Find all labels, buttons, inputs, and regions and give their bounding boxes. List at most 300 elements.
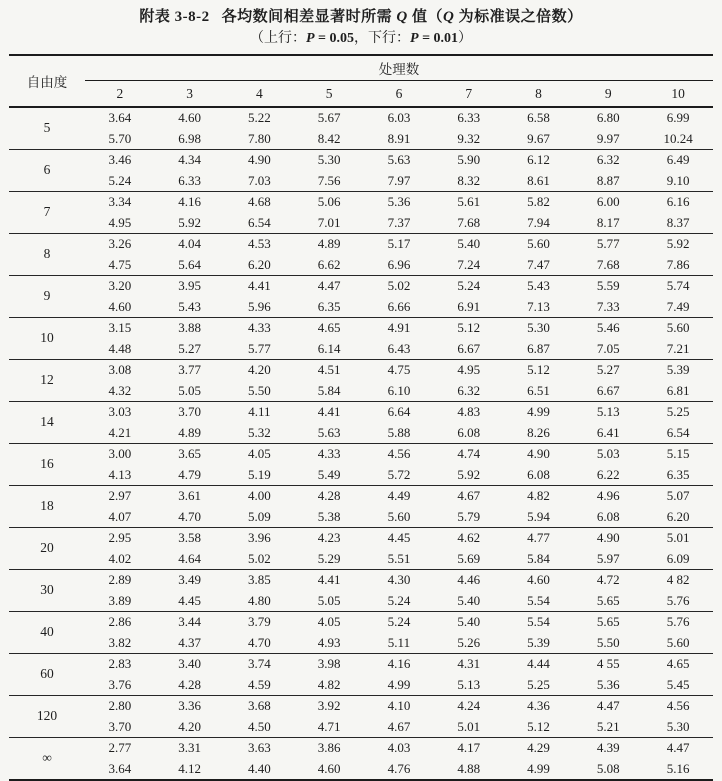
q-value-p01: 7.68: [596, 256, 620, 272]
row-p05: [9, 192, 713, 213]
q-value-p01: 5.84: [527, 550, 550, 566]
q-value-p05: 5.63: [387, 152, 411, 167]
q-value-p01: 6.91: [457, 298, 481, 314]
q-value-p05: 4.47: [596, 698, 620, 713]
q-value-p01: 5.24: [108, 172, 132, 188]
q-value-p05: 4.95: [457, 362, 481, 377]
q-value-p01: 4.93: [317, 634, 341, 650]
q-value-p01: 8.42: [317, 130, 341, 146]
q-value-p01: 9.67: [527, 130, 550, 146]
q-value-p01: 5.02: [248, 550, 271, 566]
q-value-p05: 4.00: [248, 488, 271, 503]
q-value-p05: 3.00: [108, 446, 132, 461]
column-numbers-row: [9, 81, 713, 108]
title-text-3: 为标准误之倍数）: [454, 9, 583, 25]
table-number-label: 附表 3-8-2: [139, 9, 210, 25]
row-p01: [9, 171, 713, 192]
row-p05: [9, 654, 713, 675]
q-value-p01: 5.01: [457, 718, 481, 734]
q-value-p01: 5.60: [387, 508, 411, 524]
q-value-p01: 5.39: [527, 634, 550, 650]
q-value-p01: 6.96: [387, 256, 411, 272]
q-value-p01: 5.64: [178, 256, 202, 272]
q-value-p05: 3.74: [248, 656, 271, 671]
q-value-p01: 8.32: [457, 172, 481, 188]
row-p01: [9, 423, 713, 444]
q-value-p05: 4.60: [527, 572, 550, 587]
row-p01: [9, 465, 713, 486]
q-value-p05: 4.45: [387, 530, 411, 545]
column-header: 2: [116, 85, 124, 101]
q-value-p05: 3.86: [317, 740, 341, 755]
q-value-p01: 5.49: [317, 466, 341, 482]
q-value-p01: 4.12: [178, 760, 202, 776]
row-p01: [9, 381, 713, 402]
q-value-p01: 5.19: [248, 466, 271, 482]
q-value-p01: 6.54: [666, 424, 690, 440]
q-value-p05: 5.36: [387, 194, 411, 209]
q-value-p01: 5.12: [527, 718, 550, 734]
q-value-p05: 3.95: [178, 278, 202, 293]
row-p01: [9, 213, 713, 234]
q-value-p05: 4.49: [387, 488, 411, 503]
q-value-p01: 6.67: [596, 382, 620, 398]
q-value-p05: 5.60: [527, 236, 550, 251]
q-value-p05: 5.17: [387, 236, 411, 251]
q-value-p05: 4.65: [666, 656, 690, 671]
row-p05: [9, 234, 713, 255]
row-p01: [9, 129, 713, 150]
q-value-p01: 7.37: [387, 214, 411, 230]
q-value-p01: 5.96: [248, 298, 271, 314]
q-value-p01: 4.88: [457, 760, 481, 776]
q-value-p05: 5.40: [457, 614, 481, 629]
q-value-p01: 4.71: [317, 718, 341, 734]
q-value-p05: 3.79: [248, 614, 271, 629]
q-value-p05: 5.46: [596, 320, 620, 335]
q-value-p01: 5.29: [317, 550, 341, 566]
q-value-p01: 6.08: [596, 508, 620, 524]
q-value-p05: 4.36: [527, 698, 550, 713]
q-value-p05: 6.16: [666, 194, 690, 209]
q-value-p05: 4.33: [317, 446, 341, 461]
q-value-p01: 7.33: [596, 298, 620, 314]
q-value-p05: 2.95: [108, 530, 132, 545]
q-value-p05: 4 55: [596, 656, 620, 671]
q-value-p01: 4.80: [248, 592, 271, 608]
q-value-p01: 5.40: [457, 592, 481, 608]
q-value-p01: 9.32: [457, 130, 481, 146]
q-value-p01: 7.21: [666, 340, 690, 356]
q-value-p05: 4.56: [666, 698, 690, 713]
q-value-p01: 6.35: [317, 298, 341, 314]
q-value-p01: 6.09: [666, 550, 690, 566]
q-value-p05: 3.20: [108, 278, 132, 293]
q-value-p05: 5.30: [317, 152, 341, 167]
row-p01: [9, 255, 713, 276]
q-value-p05: 3.68: [248, 698, 271, 713]
q-value-p01: 4.02: [108, 550, 132, 566]
df-value: 120: [36, 708, 58, 724]
q-value-p01: 6.20: [666, 508, 690, 524]
q-value-p01: 5.11: [387, 634, 411, 650]
q-value-p01: 7.49: [666, 298, 690, 314]
q-value-p01: 4.89: [178, 424, 202, 440]
q-value-p01: 7.13: [527, 298, 550, 314]
q-value-p05: 5.15: [666, 446, 690, 461]
page-title: [9, 7, 713, 27]
q-value-p05: 6.03: [387, 110, 411, 125]
q-value-p05: 5.77: [596, 236, 620, 251]
q-value-p05: 4.47: [666, 740, 690, 755]
q-value-p01: 6.10: [387, 382, 411, 398]
q-value-p01: 5.50: [248, 382, 271, 398]
q-value-p01: 7.47: [527, 256, 550, 272]
df-value: 7: [43, 204, 51, 220]
q-value-p05: 3.98: [317, 656, 341, 671]
df-value: 20: [40, 540, 54, 556]
q-value-p05: 4.11: [248, 404, 271, 419]
q-value-p05: 3.15: [108, 320, 132, 335]
q-value-p01: 10.24: [663, 130, 693, 146]
q-value-p05: 4.47: [317, 278, 341, 293]
q-value-p05: 4.46: [457, 572, 481, 587]
p-symbol-2: P: [410, 31, 419, 46]
q-value-p01: 6.22: [596, 466, 620, 482]
row-p05: [9, 360, 713, 381]
q-value-p01: 4.59: [248, 676, 271, 692]
q-value-p05: 4.44: [527, 656, 550, 671]
df-value: 5: [43, 120, 51, 136]
title-q-symbol-2: Q: [443, 9, 455, 25]
q-value-p05: 5.43: [527, 278, 550, 293]
q-value-p01: 4.40: [248, 760, 271, 776]
row-p05: [9, 150, 713, 171]
q-value-p01: 7.56: [317, 172, 341, 188]
q-value-p05: 3.44: [178, 614, 202, 629]
q-value-p05: 3.63: [248, 740, 271, 755]
q-value-p05: 4.56: [387, 446, 411, 461]
row-p05: [9, 486, 713, 507]
q-value-p01: 5.38: [317, 508, 341, 524]
q-value-p01: 5.97: [596, 550, 620, 566]
q-value-p05: 3.64: [108, 110, 132, 125]
q-value-p05: 4.34: [178, 152, 202, 167]
q-value-p05: 4.82: [527, 488, 550, 503]
page-subtitle: [9, 29, 713, 49]
q-value-p01: 5.92: [178, 214, 202, 230]
q-value-p01: 5.21: [596, 718, 620, 734]
q-value-p05: 2.77: [108, 740, 132, 755]
q-value-p01: 6.87: [527, 340, 550, 356]
q-value-p05: 3.65: [178, 446, 202, 461]
q-value-p01: 6.51: [527, 382, 550, 398]
row-p01: [9, 297, 713, 318]
q-value-p05: 4.31: [457, 656, 481, 671]
q-value-p01: 6.66: [387, 298, 411, 314]
q-value-p01: 5.60: [666, 634, 690, 650]
row-p05: [9, 570, 713, 591]
row-p05: [9, 444, 713, 465]
q-value-p01: 6.43: [387, 340, 411, 356]
q-value-p05: 5.65: [596, 614, 620, 629]
q-value-p05: 4.91: [387, 320, 411, 335]
q-value-p05: 4.41: [317, 572, 341, 587]
q-value-p01: 6.32: [457, 382, 481, 398]
q-value-p05: 5.27: [596, 362, 620, 377]
q-value-p01: 4.70: [248, 634, 271, 650]
row-p01: [9, 339, 713, 360]
q-value-p01: 9.10: [666, 172, 690, 188]
q-value-p01: 5.79: [457, 508, 481, 524]
q-value-p01: 5.72: [387, 466, 411, 482]
q-value-p05: 6.12: [527, 152, 550, 167]
q-value-p05: 4.41: [248, 278, 271, 293]
row-p05: [9, 696, 713, 717]
q-value-p05: 6.80: [596, 110, 620, 125]
row-p05: [9, 318, 713, 339]
q-value-p01: 6.67: [457, 340, 481, 356]
q-value-p05: 5.40: [457, 236, 481, 251]
column-header: 9: [604, 85, 612, 101]
q-value-p05: 4.30: [387, 572, 411, 587]
q-value-p01: 5.05: [317, 592, 341, 608]
q-value-p01: 4.75: [108, 256, 132, 272]
q-value-p01: 3.89: [108, 592, 132, 608]
q-value-p05: 2.80: [108, 698, 132, 713]
q-value-p01: 5.45: [666, 676, 690, 692]
q-value-p05: 5.02: [387, 278, 411, 293]
q-value-p05: 3.85: [248, 572, 271, 587]
q-value-p05: 5.22: [248, 110, 271, 125]
q-value-p01: 4.50: [248, 718, 271, 734]
q-value-p05: 4.51: [317, 362, 341, 377]
q-value-p01: 4.20: [178, 718, 202, 734]
q-value-p05: 4.67: [457, 488, 481, 503]
q-value-p05: 3.96: [248, 530, 271, 545]
q-value-p01: 5.65: [596, 592, 620, 608]
q-value-p01: 5.77: [248, 340, 271, 356]
q-value-p05: 2.83: [108, 656, 132, 671]
q-value-p01: 7.97: [387, 172, 411, 188]
q-value-p01: 4.32: [108, 382, 132, 398]
row-p01: [9, 507, 713, 528]
q-value-p01: 7.86: [666, 256, 690, 272]
column-header: 10: [671, 85, 685, 101]
q-value-p01: 5.50: [596, 634, 620, 650]
q-value-p05: 3.31: [178, 740, 202, 755]
q-value-p01: 5.05: [178, 382, 202, 398]
q-value-p01: 3.64: [108, 760, 132, 776]
q-value-p01: 6.08: [527, 466, 550, 482]
column-header: 7: [465, 85, 473, 101]
df-value: 6: [43, 162, 51, 178]
q-value-p01: 7.24: [457, 256, 481, 272]
q-value-p05: 6.58: [527, 110, 550, 125]
q-value-p05: 4.72: [596, 572, 620, 587]
q-value-p05: 5.90: [457, 152, 481, 167]
q-value-p05: 4.83: [457, 404, 481, 419]
q-value-p01: 3.82: [108, 634, 132, 650]
column-header: 8: [535, 85, 542, 101]
row-p05: [9, 107, 713, 129]
treatments-group-header: 处理数: [85, 55, 713, 81]
q-value-p01: 5.43: [178, 298, 202, 314]
row-p01: [9, 759, 713, 781]
q-value-p05: 5.59: [596, 278, 620, 293]
q-value-p01: 9.97: [596, 130, 620, 146]
df-value: 40: [40, 624, 54, 640]
q-value-p01: 7.68: [457, 214, 481, 230]
q-value-p01: 5.27: [178, 340, 202, 356]
q-value-p01: 4.45: [178, 592, 202, 608]
q-value-p05: 4.03: [387, 740, 411, 755]
q-value-p05: 3.70: [178, 404, 202, 419]
q-value-p01: 6.81: [666, 382, 690, 398]
q-value-p01: 4.28: [178, 676, 202, 692]
q-value-p01: 5.69: [457, 550, 481, 566]
q-value-p05: 4.60: [178, 110, 202, 125]
q-value-p01: 6.33: [178, 172, 202, 188]
df-column-header: 自由度: [26, 75, 68, 90]
q-value-p01: 8.17: [596, 214, 620, 230]
row-p05: [9, 612, 713, 633]
q-value-p01: 5.76: [666, 592, 690, 608]
q-value-p05: 4.28: [317, 488, 341, 503]
q-value-p01: 4.70: [178, 508, 202, 524]
q-value-p05: 4.89: [317, 236, 341, 251]
q-value-p01: 5.16: [666, 760, 690, 776]
q-value-p01: 8.26: [527, 424, 550, 440]
q-value-p01: 5.26: [457, 634, 481, 650]
q-value-p05: 2.89: [108, 572, 132, 587]
q-value-p01: 6.54: [248, 214, 271, 230]
q-value-p01: 3.76: [108, 676, 132, 692]
q-value-p05: 5.39: [666, 362, 690, 377]
q-value-p01: 5.70: [108, 130, 132, 146]
q-value-p05: 4.62: [457, 530, 481, 545]
q-value-p05: 5.54: [527, 614, 550, 629]
q-value-p01: 6.62: [317, 256, 341, 272]
q-value-p01: 4.76: [387, 760, 411, 776]
q-value-p05: 5.13: [596, 404, 620, 419]
q-value-p01: 7.80: [248, 130, 271, 146]
row-p05: [9, 738, 713, 759]
row-p01: [9, 633, 713, 654]
q-value-p01: 5.84: [317, 382, 341, 398]
title-text-1: 各均数间相差显著时所需: [221, 9, 397, 25]
q-value-p01: 5.08: [596, 760, 620, 776]
column-header: 4: [256, 85, 263, 101]
q-value-p01: 4.37: [178, 634, 202, 650]
df-value: 9: [43, 288, 51, 304]
q-value-p01: 4.48: [108, 340, 132, 356]
q-value-p05: 4.68: [248, 194, 271, 209]
q-value-p01: 8.61: [527, 172, 550, 188]
q-value-p05: 3.34: [108, 194, 132, 209]
q-value-p01: 5.63: [317, 424, 341, 440]
q-value-p05: 5.76: [666, 614, 690, 629]
title-q-symbol-1: Q: [396, 9, 408, 25]
q-value-p05: 4.33: [248, 320, 271, 335]
q-value-p01: 5.24: [387, 592, 411, 608]
q-value-p05: 6.32: [596, 152, 620, 167]
q-value-p05: 3.46: [108, 152, 132, 167]
df-value: 60: [40, 666, 54, 682]
q-value-p05: 4.74: [457, 446, 481, 461]
q-value-p05: 4.96: [596, 488, 620, 503]
q-value-p01: 4.67: [387, 718, 411, 734]
q-value-p05: 4.65: [317, 320, 341, 335]
q-value-p05: 4.10: [387, 698, 411, 713]
q-value-p01: 4.99: [387, 676, 411, 692]
q-value-p05: 5.30: [527, 320, 550, 335]
q-value-p05: 5.12: [527, 362, 550, 377]
q-value-p05: 4.04: [178, 236, 202, 251]
q-value-p01: 4.60: [317, 760, 341, 776]
q-value-p01: 5.94: [527, 508, 550, 524]
q-value-p05: 3.58: [178, 530, 202, 545]
q-value-p01: 7.05: [596, 340, 620, 356]
q-value-p01: 8.37: [666, 214, 690, 230]
q-value-p05: 5.25: [666, 404, 690, 419]
q-value-p05: 3.77: [178, 362, 202, 377]
q-value-p01: 6.20: [248, 256, 271, 272]
df-value: 12: [40, 372, 54, 388]
q-value-p01: 5.09: [248, 508, 271, 524]
df-value: 10: [40, 330, 54, 346]
p-symbol-1: P: [305, 31, 315, 46]
df-value: 18: [40, 498, 54, 514]
q-value-p05: 4 82: [666, 572, 690, 587]
q-value-p05: 3.26: [108, 236, 132, 251]
row-p01: [9, 717, 713, 738]
df-value: 16: [40, 456, 54, 472]
q-value-p01: 5.36: [596, 676, 620, 692]
q-value-p05: 4.41: [317, 404, 341, 419]
q-value-p05: 5.12: [457, 320, 481, 335]
p-value-2: = 0.01: [418, 31, 459, 46]
q-value-p01: 6.08: [457, 424, 481, 440]
q-value-p05: 2.86: [108, 614, 132, 629]
df-value: 30: [40, 582, 54, 598]
q-value-p01: 7.03: [248, 172, 271, 188]
table-body: [9, 107, 713, 780]
q-value-p05: 4.29: [527, 740, 550, 755]
q-value-p05: 5.60: [666, 320, 690, 335]
q-value-p05: 6.99: [666, 110, 690, 125]
q-value-p01: 5.30: [666, 718, 690, 734]
q-value-p05: 2.97: [108, 488, 132, 503]
q-value-p05: 5.67: [317, 110, 341, 125]
q-value-p05: 5.82: [527, 194, 550, 209]
q-value-p05: 4.90: [248, 152, 271, 167]
q-value-p05: 5.07: [666, 488, 690, 503]
q-value-p05: 4.90: [596, 530, 620, 545]
q-value-p01: 8.87: [596, 172, 620, 188]
q-value-p01: 5.32: [248, 424, 271, 440]
row-p05: [9, 402, 713, 423]
q-value-p05: 4.05: [317, 614, 341, 629]
q-value-p05: 4.20: [248, 362, 271, 377]
q-value-p05: 5.24: [457, 278, 481, 293]
q-value-p01: 5.51: [387, 550, 411, 566]
subtitle-mid: ，下行：: [354, 31, 410, 46]
q-value-p05: 3.03: [108, 404, 132, 419]
q-value-p05: 5.03: [596, 446, 620, 461]
q-value-p05: 6.33: [457, 110, 481, 125]
q-value-p05: 4.16: [387, 656, 411, 671]
